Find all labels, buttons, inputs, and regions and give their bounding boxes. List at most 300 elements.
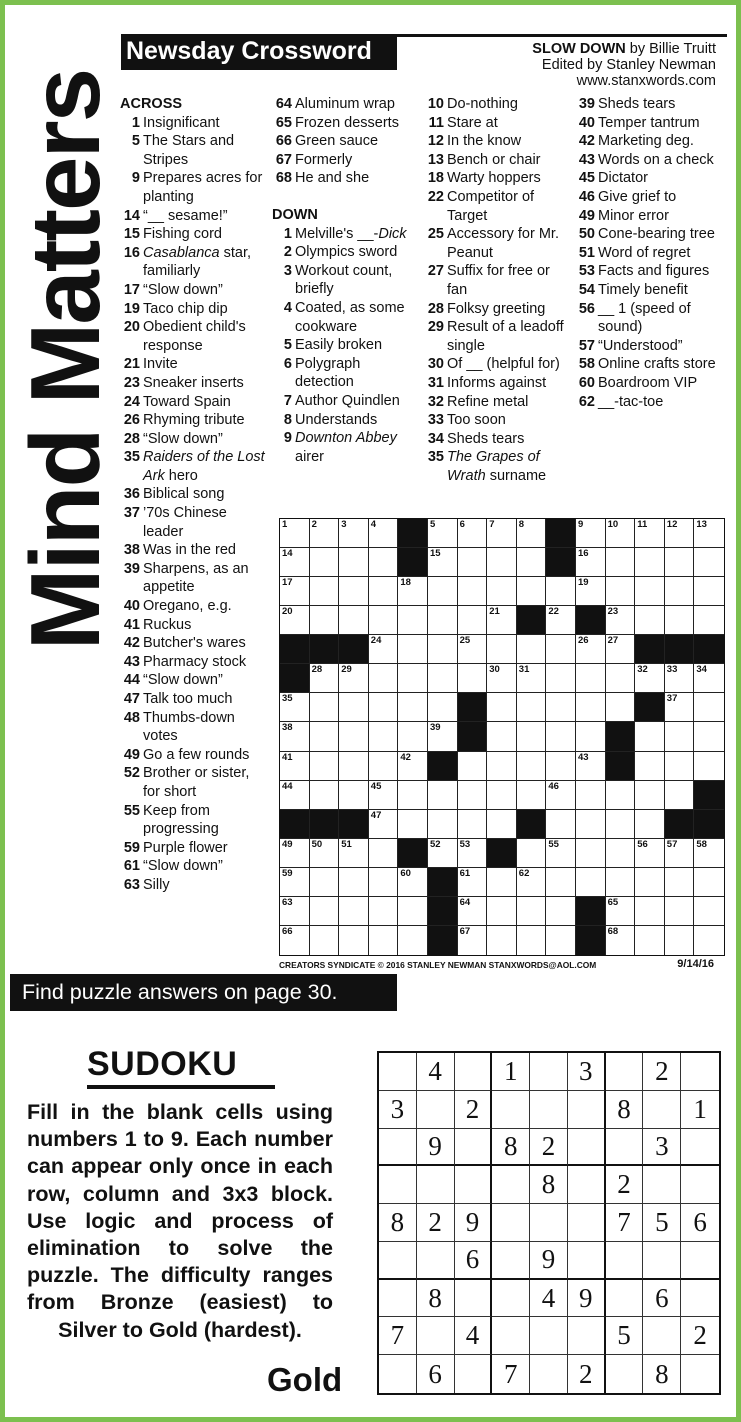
clue-text: Sneaker inserts: [143, 374, 244, 391]
clue-number: 54: [578, 281, 595, 298]
crossword-cell[interactable]: [339, 868, 369, 897]
clue-number: 63: [123, 876, 140, 893]
crossword-cell[interactable]: [458, 781, 488, 810]
crossword-cell[interactable]: [546, 635, 576, 664]
crossword-cell[interactable]: [576, 693, 606, 722]
crossword-cell[interactable]: [546, 810, 576, 839]
sudoku-cell[interactable]: [643, 1242, 681, 1280]
sudoku-cell[interactable]: [681, 1280, 719, 1318]
crossword-cell[interactable]: [339, 897, 369, 926]
sudoku-cell[interactable]: [455, 1280, 493, 1318]
crossword-cell[interactable]: [310, 606, 340, 635]
crossword-cell[interactable]: [665, 926, 695, 955]
crossword-cell[interactable]: [546, 664, 576, 693]
sudoku-cell[interactable]: [606, 1280, 644, 1318]
sudoku-cell[interactable]: [606, 1355, 644, 1393]
crossword-cell[interactable]: [487, 693, 517, 722]
crossword-block: [398, 519, 428, 548]
crossword-cell[interactable]: [280, 897, 310, 926]
crossword-cell[interactable]: [635, 781, 665, 810]
crossword-cell[interactable]: [280, 781, 310, 810]
clue-item: [575, 95, 730, 114]
crossword-cell[interactable]: [310, 897, 340, 926]
sudoku-cell[interactable]: [568, 1166, 606, 1204]
crossword-cell[interactable]: [458, 635, 488, 664]
crossword-cell[interactable]: [576, 752, 606, 781]
crossword-cell[interactable]: [310, 577, 340, 606]
sudoku-cell[interactable]: [417, 1091, 455, 1129]
crossword-cell[interactable]: [280, 693, 310, 722]
crossword-cell[interactable]: [517, 693, 547, 722]
crossword-cell[interactable]: [487, 868, 517, 897]
crossword-cell[interactable]: [487, 781, 517, 810]
crossword-cell[interactable]: [428, 577, 458, 606]
crossword-cell[interactable]: [398, 926, 428, 955]
crossword-cell[interactable]: [428, 839, 458, 868]
clue-number: 4: [283, 299, 292, 316]
crossword-cell[interactable]: [310, 693, 340, 722]
sudoku-cell[interactable]: [681, 1355, 719, 1393]
crossword-cell[interactable]: [546, 693, 576, 722]
crossword-cell[interactable]: [546, 839, 576, 868]
clue-item: [424, 188, 574, 225]
crossword-cell[interactable]: [576, 781, 606, 810]
crossword-block: [576, 897, 606, 926]
crossword-cell[interactable]: [398, 693, 428, 722]
sudoku-cell: 3: [568, 1053, 606, 1091]
crossword-cell[interactable]: [339, 781, 369, 810]
sudoku-cell[interactable]: [455, 1355, 493, 1393]
crossword-cell[interactable]: [280, 577, 310, 606]
cell-number: 47: [370, 809, 382, 821]
clue-number: 42: [123, 635, 140, 652]
crossword-cell[interactable]: [310, 548, 340, 577]
crossword-cell[interactable]: [606, 839, 636, 868]
crossword-cell[interactable]: [576, 548, 606, 577]
sudoku-cell[interactable]: [643, 1091, 681, 1129]
crossword-cell[interactable]: [280, 839, 310, 868]
crossword-cell[interactable]: [517, 635, 547, 664]
crossword-cell[interactable]: [458, 577, 488, 606]
crossword-cell[interactable]: [458, 664, 488, 693]
crossword-cell[interactable]: [635, 926, 665, 955]
crossword-cell[interactable]: [606, 577, 636, 606]
crossword-cell[interactable]: [487, 635, 517, 664]
sudoku-cell: 8: [492, 1129, 530, 1167]
crossword-cell[interactable]: [487, 519, 517, 548]
clue-text: Green sauce: [295, 133, 379, 150]
clue-number: 42: [578, 133, 595, 150]
crossword-cell[interactable]: [635, 810, 665, 839]
crossword-cell[interactable]: [369, 519, 399, 548]
sudoku-cell[interactable]: [530, 1355, 568, 1393]
crossword-block: [339, 635, 369, 664]
crossword-cell[interactable]: [310, 781, 340, 810]
clue-item: [424, 225, 574, 262]
crossword-cell[interactable]: [458, 519, 488, 548]
crossword-cell[interactable]: [339, 722, 369, 751]
sudoku-cell[interactable]: [606, 1129, 644, 1167]
sudoku-cell[interactable]: [379, 1280, 417, 1318]
clue-text: __-tac-toe: [598, 393, 664, 410]
crossword-cell[interactable]: [635, 839, 665, 868]
clue-number: 24: [123, 393, 140, 410]
crossword-cell[interactable]: [665, 839, 695, 868]
crossword-block: [487, 839, 517, 868]
sudoku-cell[interactable]: [643, 1166, 681, 1204]
crossword-cell[interactable]: [398, 606, 428, 635]
crossword-cell[interactable]: [428, 606, 458, 635]
crossword-cell[interactable]: [339, 548, 369, 577]
cell-number: 62: [518, 867, 530, 879]
clue-item: [120, 281, 270, 300]
clue-text: Olympics sword: [295, 244, 398, 261]
crossword-cell[interactable]: [339, 606, 369, 635]
sudoku-cell[interactable]: [606, 1053, 644, 1091]
sudoku-cell[interactable]: [379, 1129, 417, 1167]
crossword-cell[interactable]: [517, 519, 547, 548]
crossword-cell[interactable]: [606, 519, 636, 548]
sudoku-cell[interactable]: [379, 1355, 417, 1393]
clue-number: 23: [123, 374, 140, 391]
crossword-cell[interactable]: [398, 635, 428, 664]
sudoku-cell[interactable]: [492, 1166, 530, 1204]
crossword-cell[interactable]: [369, 577, 399, 606]
crossword-cell[interactable]: [398, 781, 428, 810]
crossword-block: [694, 810, 724, 839]
crossword-cell[interactable]: [369, 635, 399, 664]
crossword-cell[interactable]: [458, 810, 488, 839]
clue-number: 68: [275, 170, 292, 187]
clue-text: Obedient child's response: [143, 319, 246, 354]
clue-item: [272, 114, 422, 133]
crossword-cell[interactable]: [546, 722, 576, 751]
crossword-cell[interactable]: [606, 635, 636, 664]
crossword-cell[interactable]: [635, 722, 665, 751]
crossword-cell[interactable]: [339, 926, 369, 955]
crossword-cell[interactable]: [576, 722, 606, 751]
crossword-cell[interactable]: [369, 926, 399, 955]
crossword-cell[interactable]: [576, 577, 606, 606]
crossword-cell[interactable]: [369, 897, 399, 926]
crossword-cell[interactable]: [576, 635, 606, 664]
crossword-cell[interactable]: [635, 577, 665, 606]
crossword-cell[interactable]: [635, 752, 665, 781]
crossword-cell[interactable]: [398, 897, 428, 926]
sudoku-cell[interactable]: [417, 1166, 455, 1204]
crossword-cell[interactable]: [665, 897, 695, 926]
sudoku-cell: 9: [417, 1129, 455, 1167]
sudoku-cell[interactable]: [417, 1242, 455, 1280]
sudoku-cell[interactable]: [530, 1204, 568, 1242]
clue-number: 33: [427, 412, 444, 429]
sudoku-cell[interactable]: [379, 1053, 417, 1091]
crossword-cell[interactable]: [280, 752, 310, 781]
sudoku-cell[interactable]: [530, 1091, 568, 1129]
sudoku-cell[interactable]: [455, 1129, 493, 1167]
crossword-cell[interactable]: [369, 781, 399, 810]
crossword-cell[interactable]: [606, 926, 636, 955]
crossword-cell[interactable]: [694, 577, 724, 606]
crossword-cell[interactable]: [458, 868, 488, 897]
crossword-cell[interactable]: [280, 926, 310, 955]
clue-item: [120, 671, 270, 690]
crossword-cell[interactable]: [694, 926, 724, 955]
cell-number: 35: [282, 693, 293, 705]
crossword-cell[interactable]: [665, 693, 695, 722]
crossword-cell[interactable]: [665, 722, 695, 751]
sudoku-cell[interactable]: [492, 1204, 530, 1242]
crossword-cell[interactable]: [428, 664, 458, 693]
crossword-cell[interactable]: [487, 926, 517, 955]
crossword-cell[interactable]: [369, 664, 399, 693]
crossword-cell[interactable]: [369, 810, 399, 839]
crossword-cell[interactable]: [339, 519, 369, 548]
crossword-cell[interactable]: [398, 577, 428, 606]
crossword-cell[interactable]: [665, 752, 695, 781]
crossword-cell[interactable]: [398, 752, 428, 781]
crossword-cell[interactable]: [517, 868, 547, 897]
crossword-cell[interactable]: [517, 752, 547, 781]
sudoku-cell[interactable]: [530, 1317, 568, 1355]
sudoku-cell[interactable]: [492, 1091, 530, 1129]
sudoku-cell[interactable]: [606, 1242, 644, 1280]
crossword-cell[interactable]: [576, 519, 606, 548]
clue-text: Online crafts store: [598, 356, 716, 373]
sudoku-cell[interactable]: [568, 1129, 606, 1167]
crossword-cell[interactable]: [665, 664, 695, 693]
crossword-cell[interactable]: [428, 781, 458, 810]
crossword-cell[interactable]: [398, 868, 428, 897]
crossword-cell[interactable]: [487, 664, 517, 693]
sudoku-cell[interactable]: [492, 1242, 530, 1280]
crossword-cell[interactable]: [487, 810, 517, 839]
cell-number: 20: [282, 606, 293, 618]
cell-number: 1: [282, 519, 288, 530]
crossword-cell[interactable]: [398, 664, 428, 693]
crossword-cell[interactable]: [458, 548, 488, 577]
crossword-cell[interactable]: [694, 752, 724, 781]
crossword-cell[interactable]: [694, 722, 724, 751]
clue-number: 49: [578, 207, 595, 224]
crossword-cell[interactable]: [280, 868, 310, 897]
crossword-cell[interactable]: [339, 752, 369, 781]
sudoku-cell: 6: [643, 1280, 681, 1318]
clue-number: 40: [578, 114, 595, 131]
clue-number: 26: [123, 412, 140, 429]
sudoku-cell[interactable]: [379, 1166, 417, 1204]
crossword-cell[interactable]: [458, 839, 488, 868]
crossword-cell[interactable]: [635, 606, 665, 635]
crossword-cell[interactable]: [606, 664, 636, 693]
clue-item: [575, 244, 730, 263]
crossword-cell[interactable]: [606, 781, 636, 810]
crossword-cell[interactable]: [428, 810, 458, 839]
crossword-cell[interactable]: [635, 868, 665, 897]
clue-number: 7: [283, 392, 292, 409]
crossword-cell[interactable]: [665, 868, 695, 897]
crossword-cell[interactable]: [310, 519, 340, 548]
crossword-cell[interactable]: [458, 752, 488, 781]
crossword-cell[interactable]: [369, 868, 399, 897]
crossword-cell[interactable]: [369, 722, 399, 751]
crossword-cell[interactable]: [694, 548, 724, 577]
clue-item: [575, 225, 730, 244]
crossword-cell[interactable]: [665, 519, 695, 548]
sudoku-cell[interactable]: [492, 1280, 530, 1318]
clue-number: 12: [427, 133, 444, 150]
crossword-cell[interactable]: [635, 548, 665, 577]
sudoku-cell[interactable]: [568, 1242, 606, 1280]
crossword-cell[interactable]: [665, 781, 695, 810]
clue-text: Cone-bearing tree: [598, 226, 715, 243]
crossword-cell[interactable]: [576, 810, 606, 839]
clue-item: [272, 151, 422, 170]
crossword-cell[interactable]: [517, 664, 547, 693]
crossword-cell[interactable]: [694, 606, 724, 635]
crossword-cell[interactable]: [487, 606, 517, 635]
crossword-cell[interactable]: [665, 606, 695, 635]
sudoku-cell[interactable]: [681, 1129, 719, 1167]
crossword-cell[interactable]: [428, 548, 458, 577]
cell-number: 4: [370, 519, 377, 530]
crossword-cell[interactable]: [606, 693, 636, 722]
sudoku-cell[interactable]: [681, 1053, 719, 1091]
crossword-cell[interactable]: [487, 897, 517, 926]
crossword-cell[interactable]: [694, 519, 724, 548]
clue-item: [424, 355, 574, 374]
crossword-cell[interactable]: [280, 519, 310, 548]
crossword-cell[interactable]: [487, 577, 517, 606]
crossword-cell[interactable]: [428, 519, 458, 548]
crossword-cell[interactable]: [665, 577, 695, 606]
crossword-cell[interactable]: [339, 839, 369, 868]
crossword-cell[interactable]: [546, 606, 576, 635]
crossword-cell[interactable]: [517, 548, 547, 577]
crossword-cell[interactable]: [546, 781, 576, 810]
crossword-cell[interactable]: [398, 722, 428, 751]
clue-number: 6: [283, 355, 292, 372]
crossword-cell[interactable]: [487, 548, 517, 577]
crossword-cell[interactable]: [280, 606, 310, 635]
crossword-cell[interactable]: [310, 926, 340, 955]
sudoku-cell[interactable]: [417, 1317, 455, 1355]
cell-number: 29: [341, 664, 352, 676]
crossword-cell[interactable]: [517, 926, 547, 955]
crossword-cell[interactable]: [694, 693, 724, 722]
crossword-cell[interactable]: [280, 722, 310, 751]
crossword-cell[interactable]: [546, 577, 576, 606]
crossword-cell[interactable]: [310, 664, 340, 693]
sudoku-cell[interactable]: [492, 1317, 530, 1355]
crossword-cell[interactable]: [398, 810, 428, 839]
sudoku-cell: 9: [455, 1204, 493, 1242]
crossword-cell[interactable]: [546, 752, 576, 781]
crossword-cell[interactable]: [635, 664, 665, 693]
crossword-cell[interactable]: [369, 693, 399, 722]
clue-number: 39: [578, 96, 595, 112]
sudoku-cell[interactable]: [643, 1317, 681, 1355]
crossword-cell[interactable]: [546, 897, 576, 926]
crossword-cell[interactable]: [517, 722, 547, 751]
clue-number: 39: [123, 560, 140, 577]
crossword-cell[interactable]: [576, 868, 606, 897]
crossword-cell[interactable]: [517, 577, 547, 606]
crossword-cell[interactable]: [458, 897, 488, 926]
clue-text: Brother or sister, for short: [143, 765, 250, 800]
clue-item: [575, 374, 730, 393]
crossword-cell[interactable]: [546, 926, 576, 955]
sudoku-cell: 2: [455, 1091, 493, 1129]
crossword-cell[interactable]: [517, 897, 547, 926]
crossword-cell[interactable]: [606, 868, 636, 897]
crossword-cell[interactable]: [339, 693, 369, 722]
crossword-cell[interactable]: [339, 664, 369, 693]
crossword-cell[interactable]: [369, 606, 399, 635]
crossword-cell[interactable]: [310, 752, 340, 781]
sudoku-cell[interactable]: [455, 1166, 493, 1204]
crossword-cell[interactable]: [310, 839, 340, 868]
crossword-cell[interactable]: [694, 897, 724, 926]
sudoku-cell[interactable]: [568, 1317, 606, 1355]
crossword-block: [310, 635, 340, 664]
crossword-cell[interactable]: [694, 664, 724, 693]
sudoku-cell[interactable]: [530, 1053, 568, 1091]
sudoku-cell[interactable]: [455, 1053, 493, 1091]
clue-text: “Slow down”: [143, 281, 223, 298]
crossword-cell[interactable]: [576, 664, 606, 693]
clue-item: [424, 393, 574, 412]
crossword-cell[interactable]: [310, 868, 340, 897]
crossword-cell[interactable]: [635, 519, 665, 548]
clue-text: Warty hoppers: [447, 170, 541, 187]
crossword-cell[interactable]: [428, 722, 458, 751]
crossword-cell[interactable]: [517, 781, 547, 810]
crossword-cell[interactable]: [606, 897, 636, 926]
sudoku-cell[interactable]: [681, 1242, 719, 1280]
crossword-cell[interactable]: [694, 839, 724, 868]
clue-item: [120, 374, 270, 393]
crossword-cell[interactable]: [369, 839, 399, 868]
crossword-cell[interactable]: [458, 926, 488, 955]
crossword-cell[interactable]: [665, 548, 695, 577]
crossword-cell[interactable]: [458, 606, 488, 635]
puzzle-title: SLOW DOWN: [532, 41, 626, 57]
crossword-cell[interactable]: [694, 868, 724, 897]
cell-number: 43: [578, 751, 589, 763]
crossword-cell[interactable]: [635, 897, 665, 926]
crossword-cell[interactable]: [310, 722, 340, 751]
crossword-cell[interactable]: [606, 606, 636, 635]
sudoku-cell[interactable]: [568, 1204, 606, 1242]
sudoku-cell[interactable]: [568, 1091, 606, 1129]
crossword-cell[interactable]: [428, 635, 458, 664]
crossword-cell[interactable]: [339, 577, 369, 606]
crossword-cell[interactable]: [369, 548, 399, 577]
crossword-cell[interactable]: [428, 693, 458, 722]
crossword-cell[interactable]: [517, 839, 547, 868]
crossword-cell[interactable]: [487, 722, 517, 751]
crossword-cell[interactable]: [487, 752, 517, 781]
crossword-cell[interactable]: [280, 548, 310, 577]
crossword-cell[interactable]: [369, 752, 399, 781]
sudoku-cell[interactable]: [379, 1242, 417, 1280]
crossword-cell[interactable]: [606, 810, 636, 839]
sudoku-cell[interactable]: [681, 1166, 719, 1204]
crossword-cell[interactable]: [546, 868, 576, 897]
crossword-cell[interactable]: [576, 839, 606, 868]
crossword-cell[interactable]: [606, 548, 636, 577]
